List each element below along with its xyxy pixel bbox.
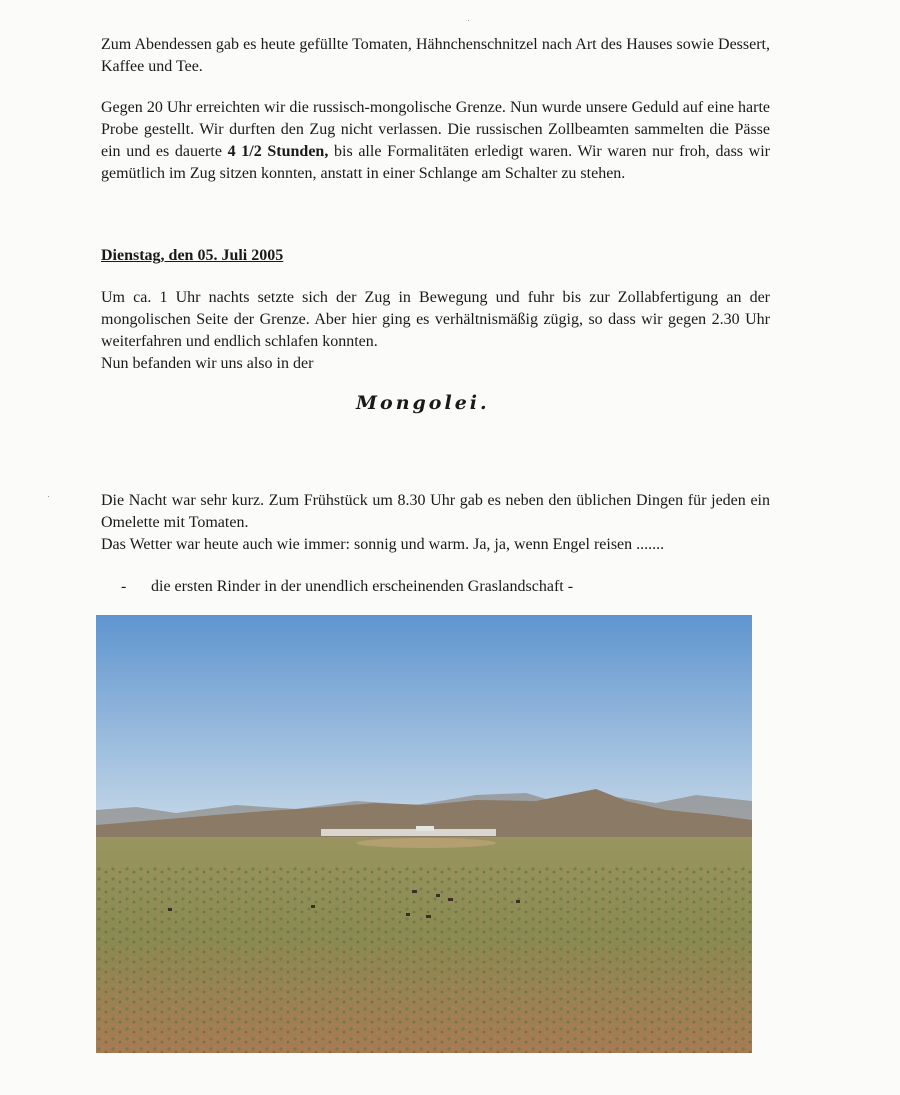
caption-dash: - [121,578,127,595]
photo-caption [121,576,573,598]
caption-text: die ersten Rinder in der unendlich erscheinenden Graslandschaft - [151,578,574,595]
scan-speck [48,496,49,497]
sand-patch [356,838,496,848]
paragraph-dinner: Zum Abendessen gab es heute gefüllte Tomaten, Hähnchenschnitzel nach Art des Hauses sowie Dessert, Kaffee und Tee. [101,36,770,75]
sky [96,615,752,830]
paragraph-border-bold: 4 1/2 Stunden, [227,143,329,160]
landscape-photo [96,615,752,1053]
landscape-photo-image [96,615,752,1053]
paragraph-border-part2: bis alle Formalitäten erledigt waren. Wir waren nur froh, dass wir gemütlich im Zug sitzen konnten, anstatt in einer Schlange am Schalter zu stehen. [101,143,771,182]
paragraph-night-travel-text: Um ca. 1 Uhr nachts setzte sich der Zug in Bewegung und fuhr bis zur Zollabfertigung an der mongolischen Seite der Grenze. Aber hier ging es verhältnismäßig zügig, so dass wir gegen 2.30 Uhr weiterfahren und endlich schlafen konnten. [101,289,770,350]
paragraph-weather: Das Wetter war heute auch wie immer: sonnig und warm. Ja, ja, wenn Engel reisen ....... [101,536,665,553]
mongolei-banner: Mongolei. [356,392,490,414]
scan-speck [468,20,469,21]
border-station [321,829,496,836]
date-heading: Dienstag, den 05. Juli 2005 [101,247,284,264]
paragraph-breakfast [101,490,770,556]
paragraph-breakfast-text: Die Nacht war sehr kurz. Zum Frühstück um 8.30 Uhr gab es neben den üblichen Dingen für jeden ein Omelette mit Tomaten. [101,492,770,531]
station-building [416,826,434,831]
paragraph-border [101,97,770,185]
paragraph-night-travel [101,287,770,375]
paragraph-night-travel-last-line: Nun befanden wir uns also in der [101,355,314,372]
scrubland [96,865,752,1053]
paragraph-border-part1: Gegen 20 Uhr erreichten wir die russisch-mongolische Grenze. Nun wurde unsere Geduld auf eine harte Probe gestellt. Wir durften den Zug nicht verlassen. Die russischen Zollbeamten sammelten die Pässe ein und es dauerte [101,99,770,160]
